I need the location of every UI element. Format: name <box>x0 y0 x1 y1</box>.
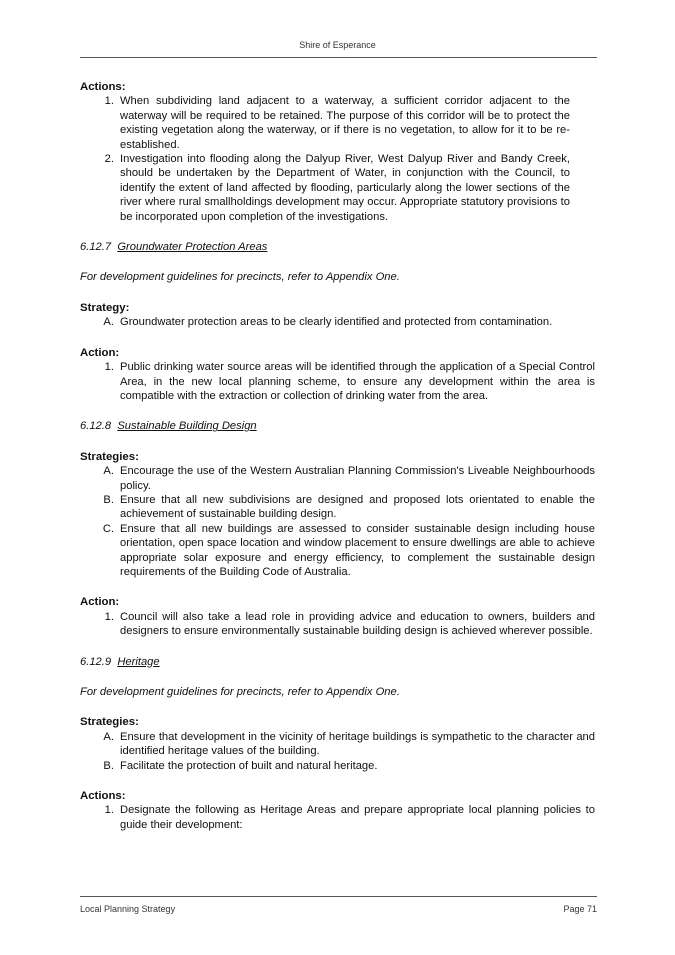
list-item <box>80 360 595 403</box>
section-number: 6.12.9 <box>80 655 112 668</box>
list-item <box>80 493 595 522</box>
page-header: Shire of Esperance <box>299 40 376 50</box>
list-text: Encourage the use of the Western Australian Planning Commission's Liveable Neighbourhoods policy. <box>120 465 595 492</box>
strategy-list <box>80 730 595 773</box>
list-item <box>80 315 595 329</box>
action-heading: Action: <box>80 346 120 359</box>
strategy-list <box>80 315 595 329</box>
list-marker: A. <box>103 316 114 329</box>
page-content <box>80 80 595 832</box>
strategy-list <box>80 464 595 579</box>
list-marker: 1. <box>104 361 114 374</box>
list-item <box>80 522 595 580</box>
strategies-heading: Strategies: <box>80 716 139 729</box>
section-title: Groundwater Protection Areas <box>117 241 268 254</box>
list-text: Facilitate the protection of built and natural heritage. <box>120 759 378 772</box>
list-marker: B. <box>103 759 114 772</box>
list-text: Groundwater protection areas to be clearly identified and protected from contamination. <box>120 316 553 329</box>
section-heading <box>80 655 595 669</box>
list-item <box>80 464 595 493</box>
header-divider <box>80 57 597 58</box>
list-text: Designate the following as Heritage Areas and prepare appropriate local planning policies to guide their development: <box>120 804 595 831</box>
action-list <box>80 610 595 639</box>
list-text: Ensure that all new buildings are assessed to consider sustainable design including house orientation, open space location and window placement to ensure dwellings are able to achieve appropriate solar exposure and energy efficiency, to complement the sustainable design requirements of the Building Code of Australia. <box>120 522 595 578</box>
list-item <box>80 610 595 639</box>
list-marker: A. <box>103 730 114 743</box>
list-marker: 1. <box>104 610 114 623</box>
list-item <box>80 759 595 773</box>
section-number: 6.12.8 <box>80 420 112 433</box>
actions-list <box>80 94 595 224</box>
section-number: 6.12.7 <box>80 241 112 254</box>
list-text: Public drinking water source areas will be identified through the application of a Special Control Area, in the new local planning scheme, to ensure any development within the area is compatible with the extraction or collection of drinking water from the area. <box>120 361 595 402</box>
list-item <box>80 152 595 224</box>
section-title: Heritage <box>117 655 160 668</box>
action-list <box>80 803 595 832</box>
list-text: Ensure that all new subdivisions are designed and proposed lots orientated to enable the achievement of sustainable building design. <box>120 493 595 521</box>
list-marker: 2. <box>104 153 114 166</box>
list-marker: 1. <box>104 95 114 108</box>
strategy-heading: Strategy: <box>80 301 130 314</box>
strategies-heading: Strategies: <box>80 450 139 463</box>
list-item <box>80 730 595 759</box>
actions-heading: Actions: <box>80 790 126 803</box>
list-text: Ensure that development in the vicinity of heritage buildings is sympathetic to the character and identified heritage values of the building. <box>120 730 595 758</box>
footer-document-title: Local Planning Strategy <box>80 904 176 914</box>
list-marker: B. <box>103 493 114 506</box>
section-heading <box>80 419 595 433</box>
guideline-text: For development guidelines for precincts, refer to Appendix One. <box>80 271 400 284</box>
action-list <box>80 360 595 403</box>
list-item <box>80 803 595 832</box>
list-text: Council will also take a lead role in providing advice and education to owners, builders and designers to ensure environmentally sustainable building design is achieved wherever possible. <box>120 610 595 638</box>
footer-divider <box>80 896 597 897</box>
actions-heading: Actions: <box>80 81 126 93</box>
guideline-text: For development guidelines for precincts, refer to Appendix One. <box>80 686 400 698</box>
list-text: When subdividing land adjacent to a waterway, a sufficient corridor adjacent to the waterway will be required to be retained. The purpose of this corridor will be to protect the existing vegetation along the waterway, or if there is no vegetation, to allow for it to be re-established. <box>120 95 570 151</box>
page-number: Page 71 <box>563 904 597 914</box>
section-title: Sustainable Building Design <box>117 420 257 433</box>
list-item <box>80 94 595 152</box>
list-marker: A. <box>103 465 114 478</box>
action-heading: Action: <box>80 596 120 609</box>
section-heading <box>80 240 595 254</box>
list-text: Investigation into flooding along the Dalyup River, West Dalyup River and Bandy Creek, should be undertaken by the Department of Water, in conjunction with the Council, to identify the extent of land affected by flooding, particularly along the lower sections of the river where rural smallholdings development may occur. Appropriate statutory provisions to be incorporated upon completion of the investigations. <box>120 153 570 223</box>
list-marker: 1. <box>104 804 114 817</box>
list-marker: C. <box>102 522 114 535</box>
